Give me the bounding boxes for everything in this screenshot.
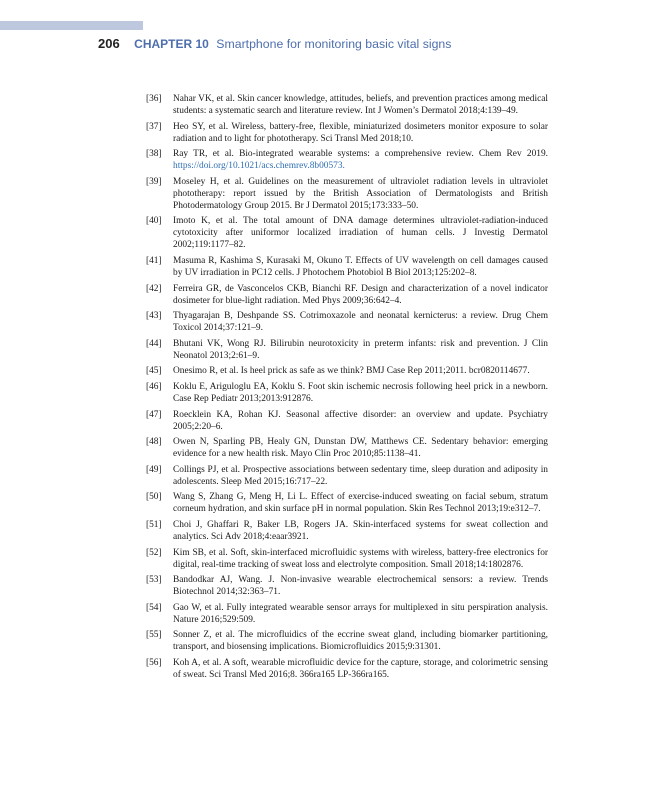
reference-item [146, 381, 548, 405]
reference-item [146, 629, 548, 653]
reference-number: [39] [146, 176, 162, 187]
reference-text: Bhutani VK, Wong RJ. Bilirubin neurotoxicity in preterm infants: risk and prevention. J Clin Neonatol 2013;2:61–9. [173, 338, 548, 361]
reference-item [146, 338, 548, 362]
reference-item [146, 121, 548, 145]
reference-item [146, 176, 548, 212]
reference-text: Ferreira GR, de Vasconcelos CKB, Bianchi RF. Design and characterization of a novel indicator dosimeter for blue-light radiation. Med Phys 2009;36:642–4. [173, 283, 548, 306]
reference-item [146, 310, 548, 334]
reference-number: [41] [146, 255, 162, 266]
page-number: 206 [98, 36, 120, 51]
reference-number: [53] [146, 575, 162, 586]
reference-list [146, 93, 548, 684]
reference-item [146, 491, 548, 515]
reference-number: [55] [146, 630, 162, 641]
reference-text: Choi J, Ghaffari R, Baker LB, Rogers JA. Skin-interfaced systems for sweat collection and analytics. Sci Adv 2018;4:eaar3921. [173, 519, 548, 542]
reference-item [146, 255, 548, 279]
reference-number: [51] [146, 519, 162, 530]
reference-text: Owen N, Sparling PB, Healy GN, Dunstan DW, Matthews CE. Sedentary behavior: emerging evidence for a new health risk. Mayo Clin Proc 2010;85:1138–41. [173, 437, 548, 460]
reference-text: Imoto K, et al. The total amount of DNA damage determines ultraviolet-radiation-induced cytotoxicity after uniformor localized irradiation of human cells. J Investig Dermatol 2002;119:1177–82. [173, 216, 548, 251]
reference-number: [47] [146, 409, 162, 420]
reference-number: [44] [146, 338, 162, 349]
reference-item [146, 93, 548, 117]
reference-number: [37] [146, 121, 162, 132]
reference-text: Heo SY, et al. Wireless, battery-free, flexible, miniaturized dosimeters monitor exposure to solar radiation and to light for phototherapy. Sci Transl Med 2018;10. [173, 121, 548, 144]
reference-number: [45] [146, 366, 162, 377]
reference-text: Roecklein KA, Rohan KJ. Seasonal affective disorder: an overview and update. Psychiatry 2005;2:20–6. [173, 409, 548, 432]
reference-number: [56] [146, 657, 162, 668]
reference-text: Moseley H, et al. Guidelines on the measurement of ultraviolet radiation levels in ultraviolet phototherapy: report issued by the British Association of Dermatologists and British Photodermatology Group 2015. Br J Dermatol 2015;173:333–50. [173, 176, 548, 211]
reference-item [146, 148, 548, 172]
reference-item [146, 602, 548, 626]
reference-doi-link[interactable]: https://doi.org/10.1021/acs.chemrev.8b00573. [173, 161, 345, 172]
reference-number: [48] [146, 437, 162, 448]
reference-item [146, 365, 548, 377]
reference-text: Koklu E, Ariguloglu EA, Koklu S. Foot skin ischemic necrosis following heel prick in a newborn. Case Rep Pediatr 2013;2013:912876. [173, 381, 548, 404]
reference-item [146, 547, 548, 571]
chapter-title: Smartphone for monitoring basic vital signs [216, 37, 452, 51]
reference-number: [52] [146, 547, 162, 558]
reference-text: Masuma R, Kashima S, Kurasaki M, Okuno T. Effects of UV wavelength on cell damages caused by UV irradiation in PC12 cells. J Photochem Photobiol B Biol 2013;125:202–8. [173, 255, 548, 278]
reference-item [146, 574, 548, 598]
reference-item [146, 657, 548, 681]
reference-number: [49] [146, 464, 162, 475]
reference-text: Onesimo R, et al. Is heel prick as safe as we think? BMJ Case Rep 2011;2011. bcr0820114677. [173, 366, 530, 377]
reference-number: [54] [146, 602, 162, 613]
reference-text: Collings PJ, et al. Prospective associations between sedentary time, sleep duration and adiposity in adolescents. Sleep Med 2015;16:717–22. [173, 464, 548, 487]
reference-item [146, 409, 548, 433]
chapter-label: CHAPTER 10 [134, 37, 209, 51]
reference-item [146, 464, 548, 488]
reference-number: [43] [146, 311, 162, 322]
reference-number: [46] [146, 381, 162, 392]
reference-item [146, 519, 548, 543]
reference-text: Gao W, et al. Fully integrated wearable sensor arrays for multiplexed in situ perspiration analysis. Nature 2016;529:509. [173, 602, 548, 625]
reference-number: [50] [146, 492, 162, 503]
reference-text: Wang S, Zhang G, Meng H, Li L. Effect of exercise-induced sweating on facial sebum, stratum corneum hydration, and skin surface pH in normal population. Skin Res Technol 2013;19:e312–7. [173, 492, 548, 515]
reference-item [146, 215, 548, 251]
reference-text: Sonner Z, et al. The microfluidics of the eccrine sweat gland, including biomarker partitioning, transport, and biosensing implications. Biomicrofluidics 2015;9:31301. [173, 630, 548, 653]
reference-text: Ray TR, et al. Bio-integrated wearable systems: a comprehensive review. Chem Rev 2019. [173, 149, 548, 160]
header-accent-bar [0, 21, 143, 30]
reference-item [146, 283, 548, 307]
reference-number: [42] [146, 283, 162, 294]
running-header [98, 35, 451, 53]
reference-number: [40] [146, 216, 162, 227]
reference-number: [38] [146, 149, 162, 160]
reference-text: Koh A, et al. A soft, wearable microfluidic device for the capture, storage, and colorimetric sensing of sweat. Sci Transl Med 2016;8. 366ra165 LP-366ra165. [173, 657, 548, 680]
reference-item [146, 436, 548, 460]
reference-number: [36] [146, 94, 162, 104]
reference-text: Kim SB, et al. Soft, skin-interfaced microfluidic systems with wireless, battery-free electronics for digital, real-time tracking of sweat loss and electrolyte composition. Small 2018;14:1802876. [173, 547, 548, 570]
reference-text: Thyagarajan B, Deshpande SS. Cotrimoxazole and neonatal kernicterus: a review. Drug Chem Toxicol 2014;37:121–9. [173, 311, 548, 334]
reference-text: Nahar VK, et al. Skin cancer knowledge, attitudes, beliefs, and prevention practices among medical students: a systematic search and literature review. Int J Women’s Dermatol 2018;4:139–49. [173, 94, 548, 116]
reference-text: Bandodkar AJ, Wang. J. Non-invasive wearable electrochemical sensors: a review. Trends Biotechnol 2014;32:363–71. [173, 575, 548, 598]
